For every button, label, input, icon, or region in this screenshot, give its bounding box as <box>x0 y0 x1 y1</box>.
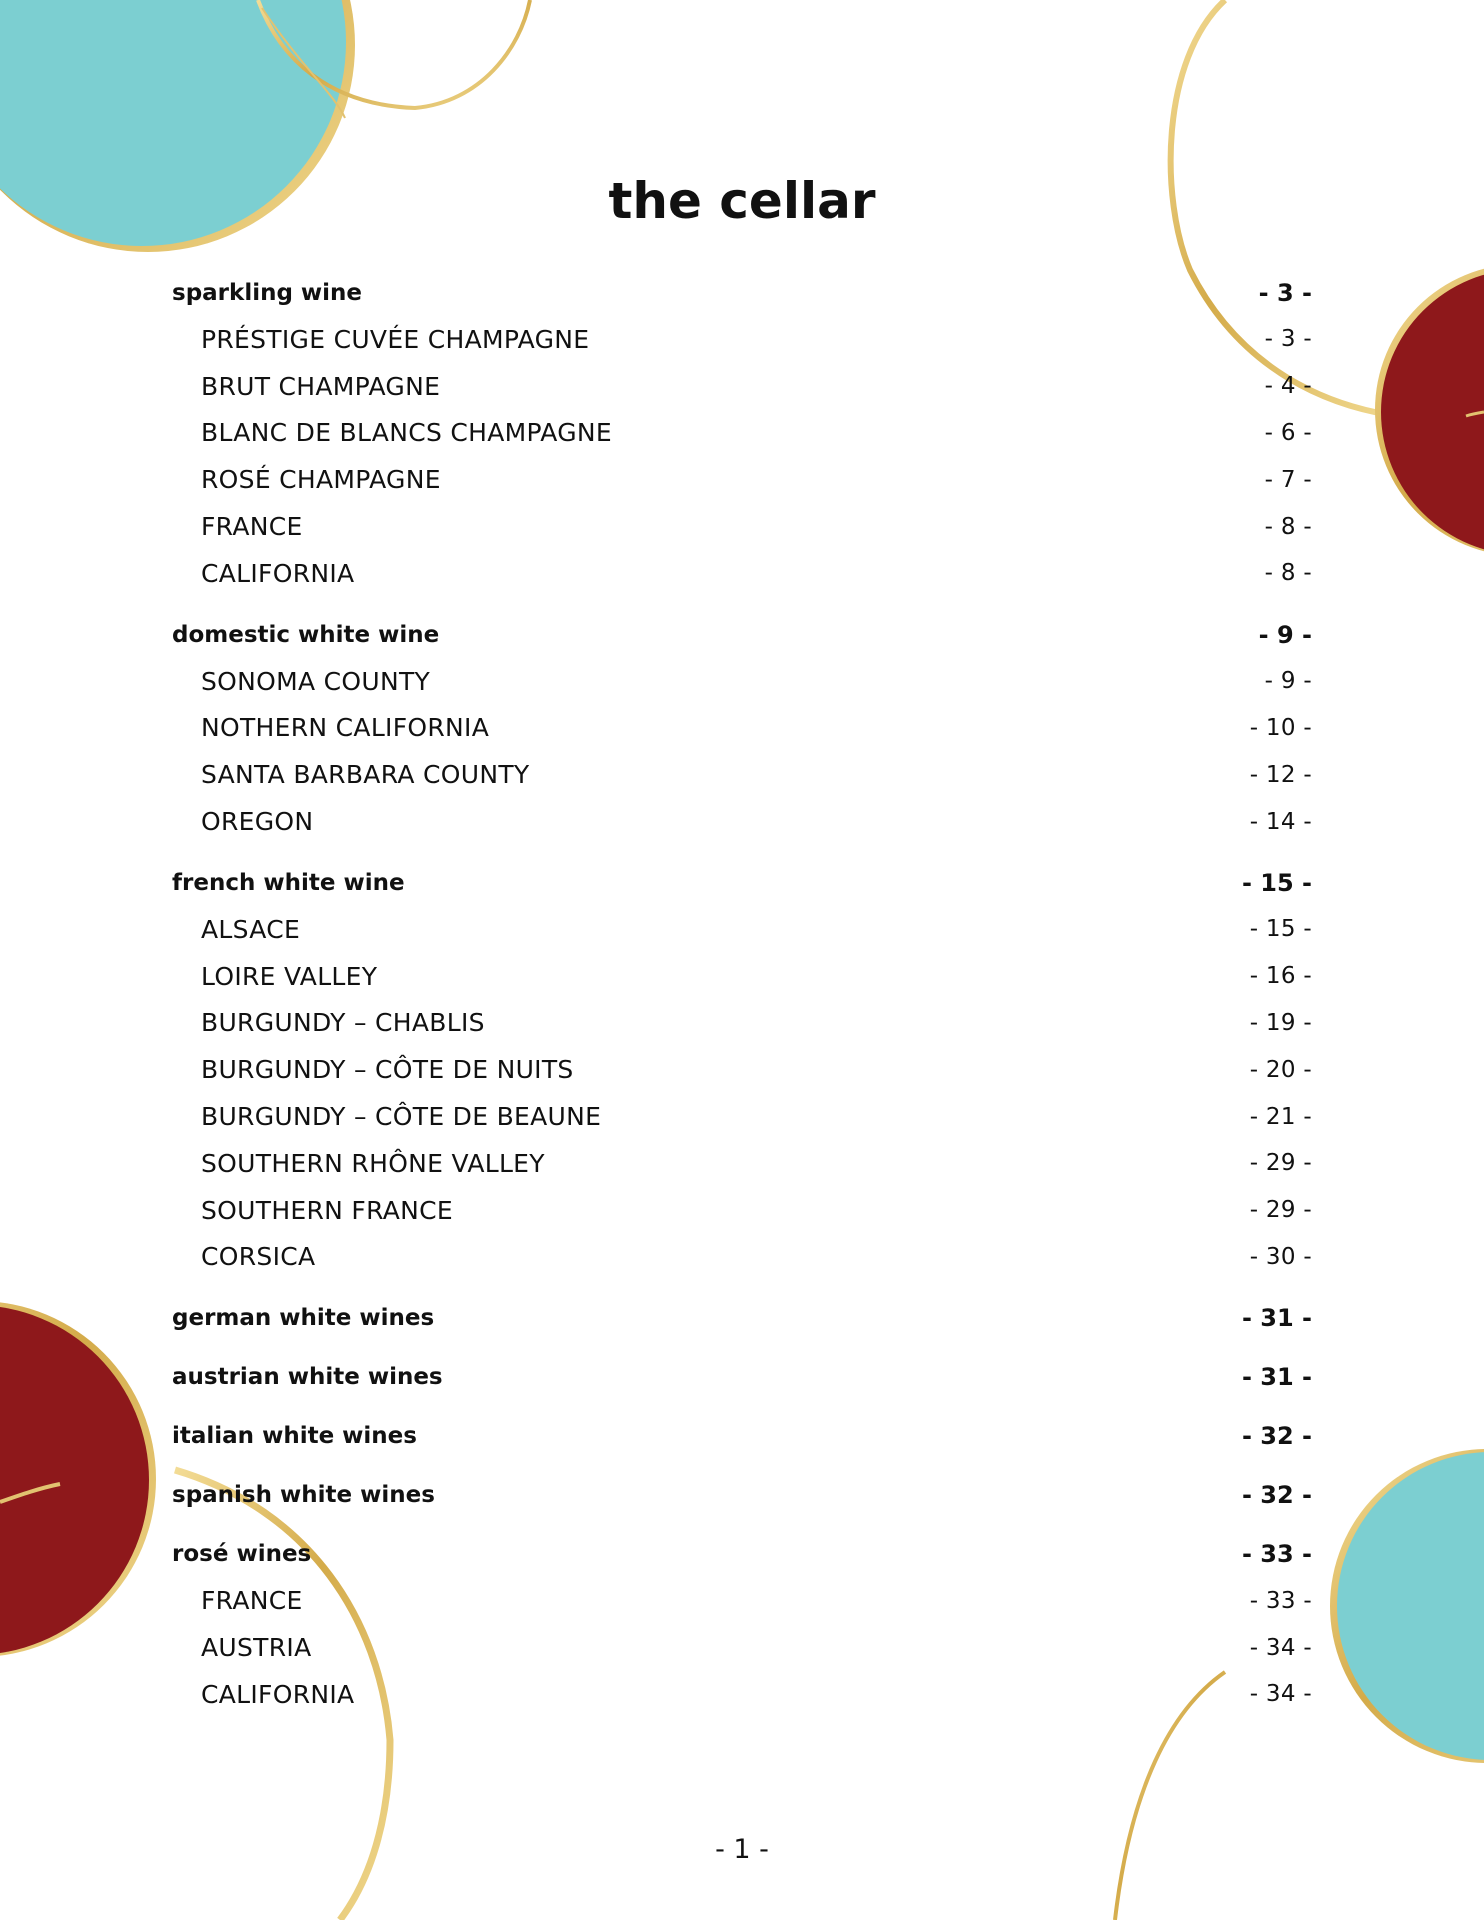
toc-entry-page: - 34 - <box>1249 1681 1312 1708</box>
toc-entry-label: SOUTHERN RHÔNE VALLEY <box>201 1148 545 1178</box>
toc-entry[interactable] <box>172 906 1312 953</box>
toc-entry-page: - 8 - <box>1264 513 1312 540</box>
toc-section-page: - 33 - <box>1241 1540 1312 1569</box>
toc-entry[interactable] <box>172 705 1312 752</box>
toc-section-label: german white wines <box>172 1305 435 1332</box>
toc-entry[interactable] <box>172 550 1312 597</box>
toc-entry[interactable] <box>172 1577 1312 1624</box>
toc-entry-label: CALIFORNIA <box>201 558 355 588</box>
toc-section-heading[interactable] <box>172 1413 1312 1459</box>
toc-entry[interactable] <box>172 798 1312 845</box>
toc-section <box>172 1295 1312 1341</box>
toc-entry-page: - 30 - <box>1249 1243 1312 1270</box>
toc-entry-label: BURGUNDY – CHABLIS <box>201 1008 485 1038</box>
toc-section-label: italian white wines <box>172 1423 417 1450</box>
toc-section <box>172 1531 1312 1717</box>
toc-section-page: - 31 - <box>1241 1304 1312 1333</box>
toc-section <box>172 1413 1312 1459</box>
toc-section-page: - 32 - <box>1241 1481 1312 1510</box>
toc-section-label: spanish white wines <box>172 1482 435 1509</box>
toc-entry[interactable] <box>172 1234 1312 1281</box>
toc-entry-page: - 34 - <box>1249 1634 1312 1661</box>
toc-entry-page: - 19 - <box>1249 1009 1312 1036</box>
toc-entry[interactable] <box>172 658 1312 705</box>
toc-entry-label: BURGUNDY – CÔTE DE NUITS <box>201 1055 574 1085</box>
toc-section-heading[interactable] <box>172 1472 1312 1518</box>
toc-entry[interactable] <box>172 1093 1312 1140</box>
toc-entry-page: - 6 - <box>1264 419 1312 446</box>
toc-entry-label: SANTA BARBARA COUNTY <box>201 760 530 790</box>
toc-entry-label: BLANC DE BLANCS CHAMPAGNE <box>201 418 613 448</box>
toc-section-label: austrian white wines <box>172 1364 443 1391</box>
toc-entry-page: - 20 - <box>1249 1056 1312 1083</box>
toc-entry[interactable] <box>172 751 1312 798</box>
toc-entry-page: - 14 - <box>1249 808 1312 835</box>
toc-section-heading[interactable] <box>172 612 1312 658</box>
toc-entry[interactable] <box>172 316 1312 363</box>
toc-entry-label: SONOMA COUNTY <box>201 666 431 696</box>
page-title: the cellar <box>608 172 876 230</box>
toc-section-page: - 9 - <box>1258 620 1312 649</box>
toc-section-label: sparkling wine <box>172 280 363 306</box>
toc-entry[interactable] <box>172 1187 1312 1234</box>
toc-entry[interactable] <box>172 503 1312 550</box>
toc-entry-label: NOTHERN CALIFORNIA <box>201 713 490 743</box>
toc-section <box>172 1472 1312 1518</box>
toc-section-heading[interactable] <box>172 1354 1312 1400</box>
toc-section-page: - 32 - <box>1241 1422 1312 1451</box>
toc-section-page: - 31 - <box>1241 1363 1312 1392</box>
toc-section-label: french white wine <box>172 869 405 896</box>
toc-entry[interactable] <box>172 1046 1312 1093</box>
toc-section <box>172 612 1312 845</box>
toc-entry[interactable] <box>172 1624 1312 1671</box>
toc-entry-label: AUSTRIA <box>201 1633 312 1663</box>
toc-entry-page: - 29 - <box>1249 1197 1312 1224</box>
toc-entry-page: - 33 - <box>1249 1587 1312 1614</box>
toc-entry-label: BRUT CHAMPAGNE <box>201 371 441 401</box>
toc-entry-page: - 21 - <box>1249 1103 1312 1130</box>
toc-entry-page: - 29 - <box>1249 1150 1312 1177</box>
toc-section-label: rosé wines <box>172 1541 312 1568</box>
toc-entry-label: FRANCE <box>201 1586 303 1616</box>
toc-entry[interactable] <box>172 1140 1312 1187</box>
toc-entry-label: LOIRE VALLEY <box>201 961 378 991</box>
page-number: - 1 - <box>715 1834 769 1865</box>
toc-entry-label: SOUTHERN FRANCE <box>201 1195 454 1225</box>
toc-section-heading[interactable] <box>172 1295 1312 1341</box>
toc-entry[interactable] <box>172 1000 1312 1047</box>
toc-entry-label: CALIFORNIA <box>201 1679 355 1709</box>
toc-section <box>172 860 1312 1280</box>
toc-entry-page: - 15 - <box>1249 916 1312 943</box>
toc-entry-page: - 8 - <box>1264 560 1312 587</box>
toc-entry-page: - 16 - <box>1249 963 1312 990</box>
toc-section-page: - 15 - <box>1241 868 1312 897</box>
toc-entry-label: OREGON <box>201 807 314 837</box>
toc-entry-label: ROSÉ CHAMPAGNE <box>201 465 441 495</box>
toc-entry[interactable] <box>172 953 1312 1000</box>
toc-entry-page: - 10 - <box>1249 714 1312 741</box>
toc-entry-page: - 3 - <box>1264 326 1312 353</box>
toc-section-heading[interactable] <box>172 270 1312 316</box>
toc-entry[interactable] <box>172 1671 1312 1718</box>
toc-list <box>172 270 1312 1733</box>
toc-entry-page: - 4 - <box>1264 373 1312 400</box>
toc-entry-page: - 12 - <box>1249 761 1312 788</box>
toc-entry-page: - 7 - <box>1264 466 1312 493</box>
toc-entry-label: ALSACE <box>201 914 301 944</box>
toc-entry-label: FRANCE <box>201 512 303 542</box>
toc-entry-label: BURGUNDY – CÔTE DE BEAUNE <box>201 1102 602 1132</box>
toc-section-page: - 3 - <box>1258 279 1312 307</box>
toc-section-heading[interactable] <box>172 1531 1312 1577</box>
toc-entry[interactable] <box>172 456 1312 503</box>
toc-section <box>172 270 1312 597</box>
toc-section <box>172 1354 1312 1400</box>
toc-section-heading[interactable] <box>172 860 1312 906</box>
toc-entry[interactable] <box>172 363 1312 410</box>
toc-entry[interactable] <box>172 410 1312 457</box>
toc-entry-page: - 9 - <box>1264 668 1312 695</box>
toc-entry-label: PRÉSTIGE CUVÉE CHAMPAGNE <box>201 324 590 354</box>
toc-entry-label: CORSICA <box>201 1242 316 1272</box>
toc-section-label: domestic white wine <box>172 621 440 648</box>
